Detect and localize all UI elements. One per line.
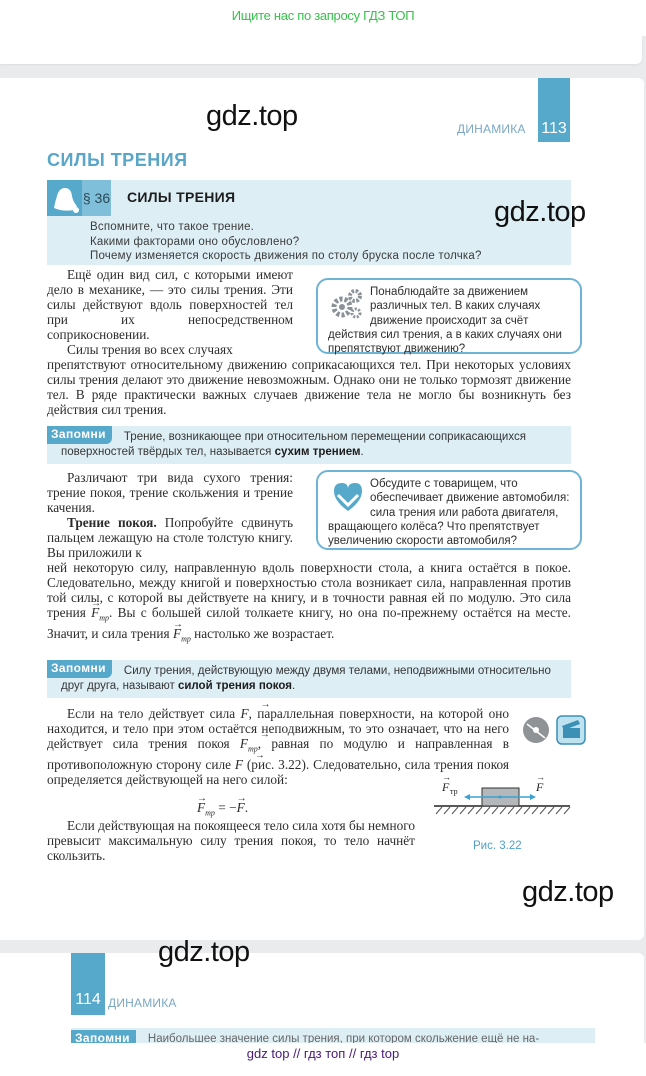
- discussion-icon: [328, 477, 370, 515]
- remember-tag: Запомни: [71, 1030, 136, 1043]
- paragraph-title: СИЛЫ ТРЕНИЯ: [127, 189, 236, 205]
- body-text: препятствуют относительному движению соприкасающихся тел. При некоторых условиях силы трения делают это движение невозможным. Однако они не только тормозят движение тел. В ряде практически важных случаев движение тела не могло бы возникнуть без действия сил трения.: [47, 357, 571, 417]
- body-text: Различают три вида сухого трения: трение покоя, трение скольжения и трение качения. Трение покоя. Попробуйте сдвинуть пальцем лежащую на столе толстую книгу. Вы приложили к: [47, 470, 294, 560]
- footer-link[interactable]: гдз top: [359, 1046, 400, 1061]
- figure-caption: Рис. 3.22: [473, 840, 522, 852]
- page-number-tab: [71, 953, 105, 1015]
- body-text: Если действующая на покоящееся тело сила хотя бы немного превысит максимальную силу трения покоя, то тело начнёт скользить.: [47, 818, 415, 863]
- remember-box: Запомни Силу трения, действующую между двумя телами, неподвижными относительно друг друга, называют силой трения покоя.: [47, 660, 571, 698]
- svg-text:→: →: [536, 772, 545, 782]
- page-number-tab: [538, 78, 570, 142]
- bell-icon-box: [47, 180, 82, 216]
- recall-questions: [90, 220, 482, 264]
- footer-links: gdz top // гдз топ // гдз top: [246, 1046, 400, 1061]
- body-text: ней некоторую силу, направленную вдоль поверхности стола, а книга остаётся в покое. Следовательно, между книгой и поверхностью стола возникает сила, направленная против той силы, с которой вы действуете на книгу, и в точности равная ей по модулю. Это сила трения → $F_{тр}$. Вы с большей силой толкаете книгу, но она по-прежнему остаётся на месте. Значит, и сила трения → $F_{тр}$ настолько же возрастает.: [47, 560, 571, 646]
- term: сухим трением: [274, 445, 361, 458]
- remember-box: Запомни Трение, возникающее при относительном перемещении соприкасающихся поверхностей твёрдых тел, называется сухим трением.: [47, 426, 571, 464]
- body-text: Ещё один вид сил, с которыми имеют дело в механике, — это силы трения. Эти силы действуют вдоль поверхностей тел при их непосредственном соприкосновении. Силы трения во всех случаях: [47, 267, 293, 357]
- recall-question: Почему изменяется скорость движения по столу бруска после толчка?: [90, 250, 482, 262]
- remember-tag: Запомни: [47, 660, 112, 678]
- figure-label-force: F: [536, 780, 544, 794]
- recall-question: Вспомните, что такое трение.: [90, 221, 255, 233]
- disc-icon[interactable]: [522, 716, 550, 744]
- svg-text:тр: тр: [450, 787, 458, 796]
- chapter-title: СИЛЫ ТРЕНИЯ: [47, 150, 188, 170]
- figure-label-friction: F: [442, 780, 450, 794]
- vector-f: → F: [240, 706, 248, 721]
- watermark: gdz.top: [494, 196, 586, 228]
- video-clapper-icon[interactable]: [556, 715, 586, 745]
- paragraph-number: § 36: [82, 180, 111, 216]
- page-number: 113: [541, 120, 567, 137]
- paragraph-header: [47, 180, 571, 265]
- vector-f-friction: → $F_{тр}$: [91, 605, 109, 620]
- bell-icon: [47, 180, 82, 216]
- footer-link[interactable]: gdz top: [246, 1046, 290, 1061]
- term: Трение покоя.: [67, 515, 157, 530]
- svg-text:→: →: [442, 772, 451, 782]
- figure-3-22: [432, 768, 572, 828]
- vector-f-friction: → $F_{тр}$: [173, 626, 191, 641]
- term: силой трения покоя: [177, 679, 292, 692]
- vector-f: → F: [235, 757, 243, 772]
- page-number: 114: [75, 991, 101, 1008]
- watermark: gdz.top: [522, 876, 614, 908]
- vector-f-friction: → $F_{тр}$: [240, 736, 258, 751]
- remember-box: Запомни Наибольшее значение силы трения, при котором скольжение ещё не на-: [71, 1028, 595, 1043]
- watermark: gdz.top: [158, 936, 250, 968]
- promo-text: Ищите нас по запросу ГДЗ ТОП: [231, 8, 415, 23]
- previous-card: [0, 36, 642, 64]
- formula: → $F_{тр}$ = −→ F.: [197, 800, 317, 821]
- promo-banner: [0, 0, 646, 36]
- textbook-page-114: [0, 953, 644, 1043]
- body-text: Если на тело действует сила → F, параллельная поверхности, на которой оно находится, и тело при этом остаётся неподвижным, то это означает, что на него действует сила трения покоя → $F_{тр}$, равная по модулю и направленная в противоположную сторону силе → F (рис. 3.22). Следовательно, сила трения покоя определяется действующей на него силой:: [47, 706, 509, 787]
- remember-tag: Запомни: [47, 426, 112, 444]
- observe-box: Понаблюдайте за движением различных тел. В каких случаях движение происходит за счёт действия сил трения, а в каких случаях они препятствуют движению?: [316, 278, 582, 354]
- discuss-box: Обсудите с товарищем, что обеспечивает движение автомобиля: сила трения или работа двигателя, вращающего колёса? Что препятствует увеличению скорости автомобиля?: [316, 470, 582, 550]
- section-name: ДИНАМИКА: [457, 122, 526, 136]
- section-name: ДИНАМИКА: [108, 996, 177, 1010]
- gears-icon: [328, 285, 370, 323]
- footer-link[interactable]: гдз топ: [303, 1046, 346, 1061]
- recall-question: Какими факторами оно обусловлено?: [90, 235, 300, 248]
- textbook-page-113: [0, 78, 644, 940]
- watermark: gdz.top: [206, 100, 298, 132]
